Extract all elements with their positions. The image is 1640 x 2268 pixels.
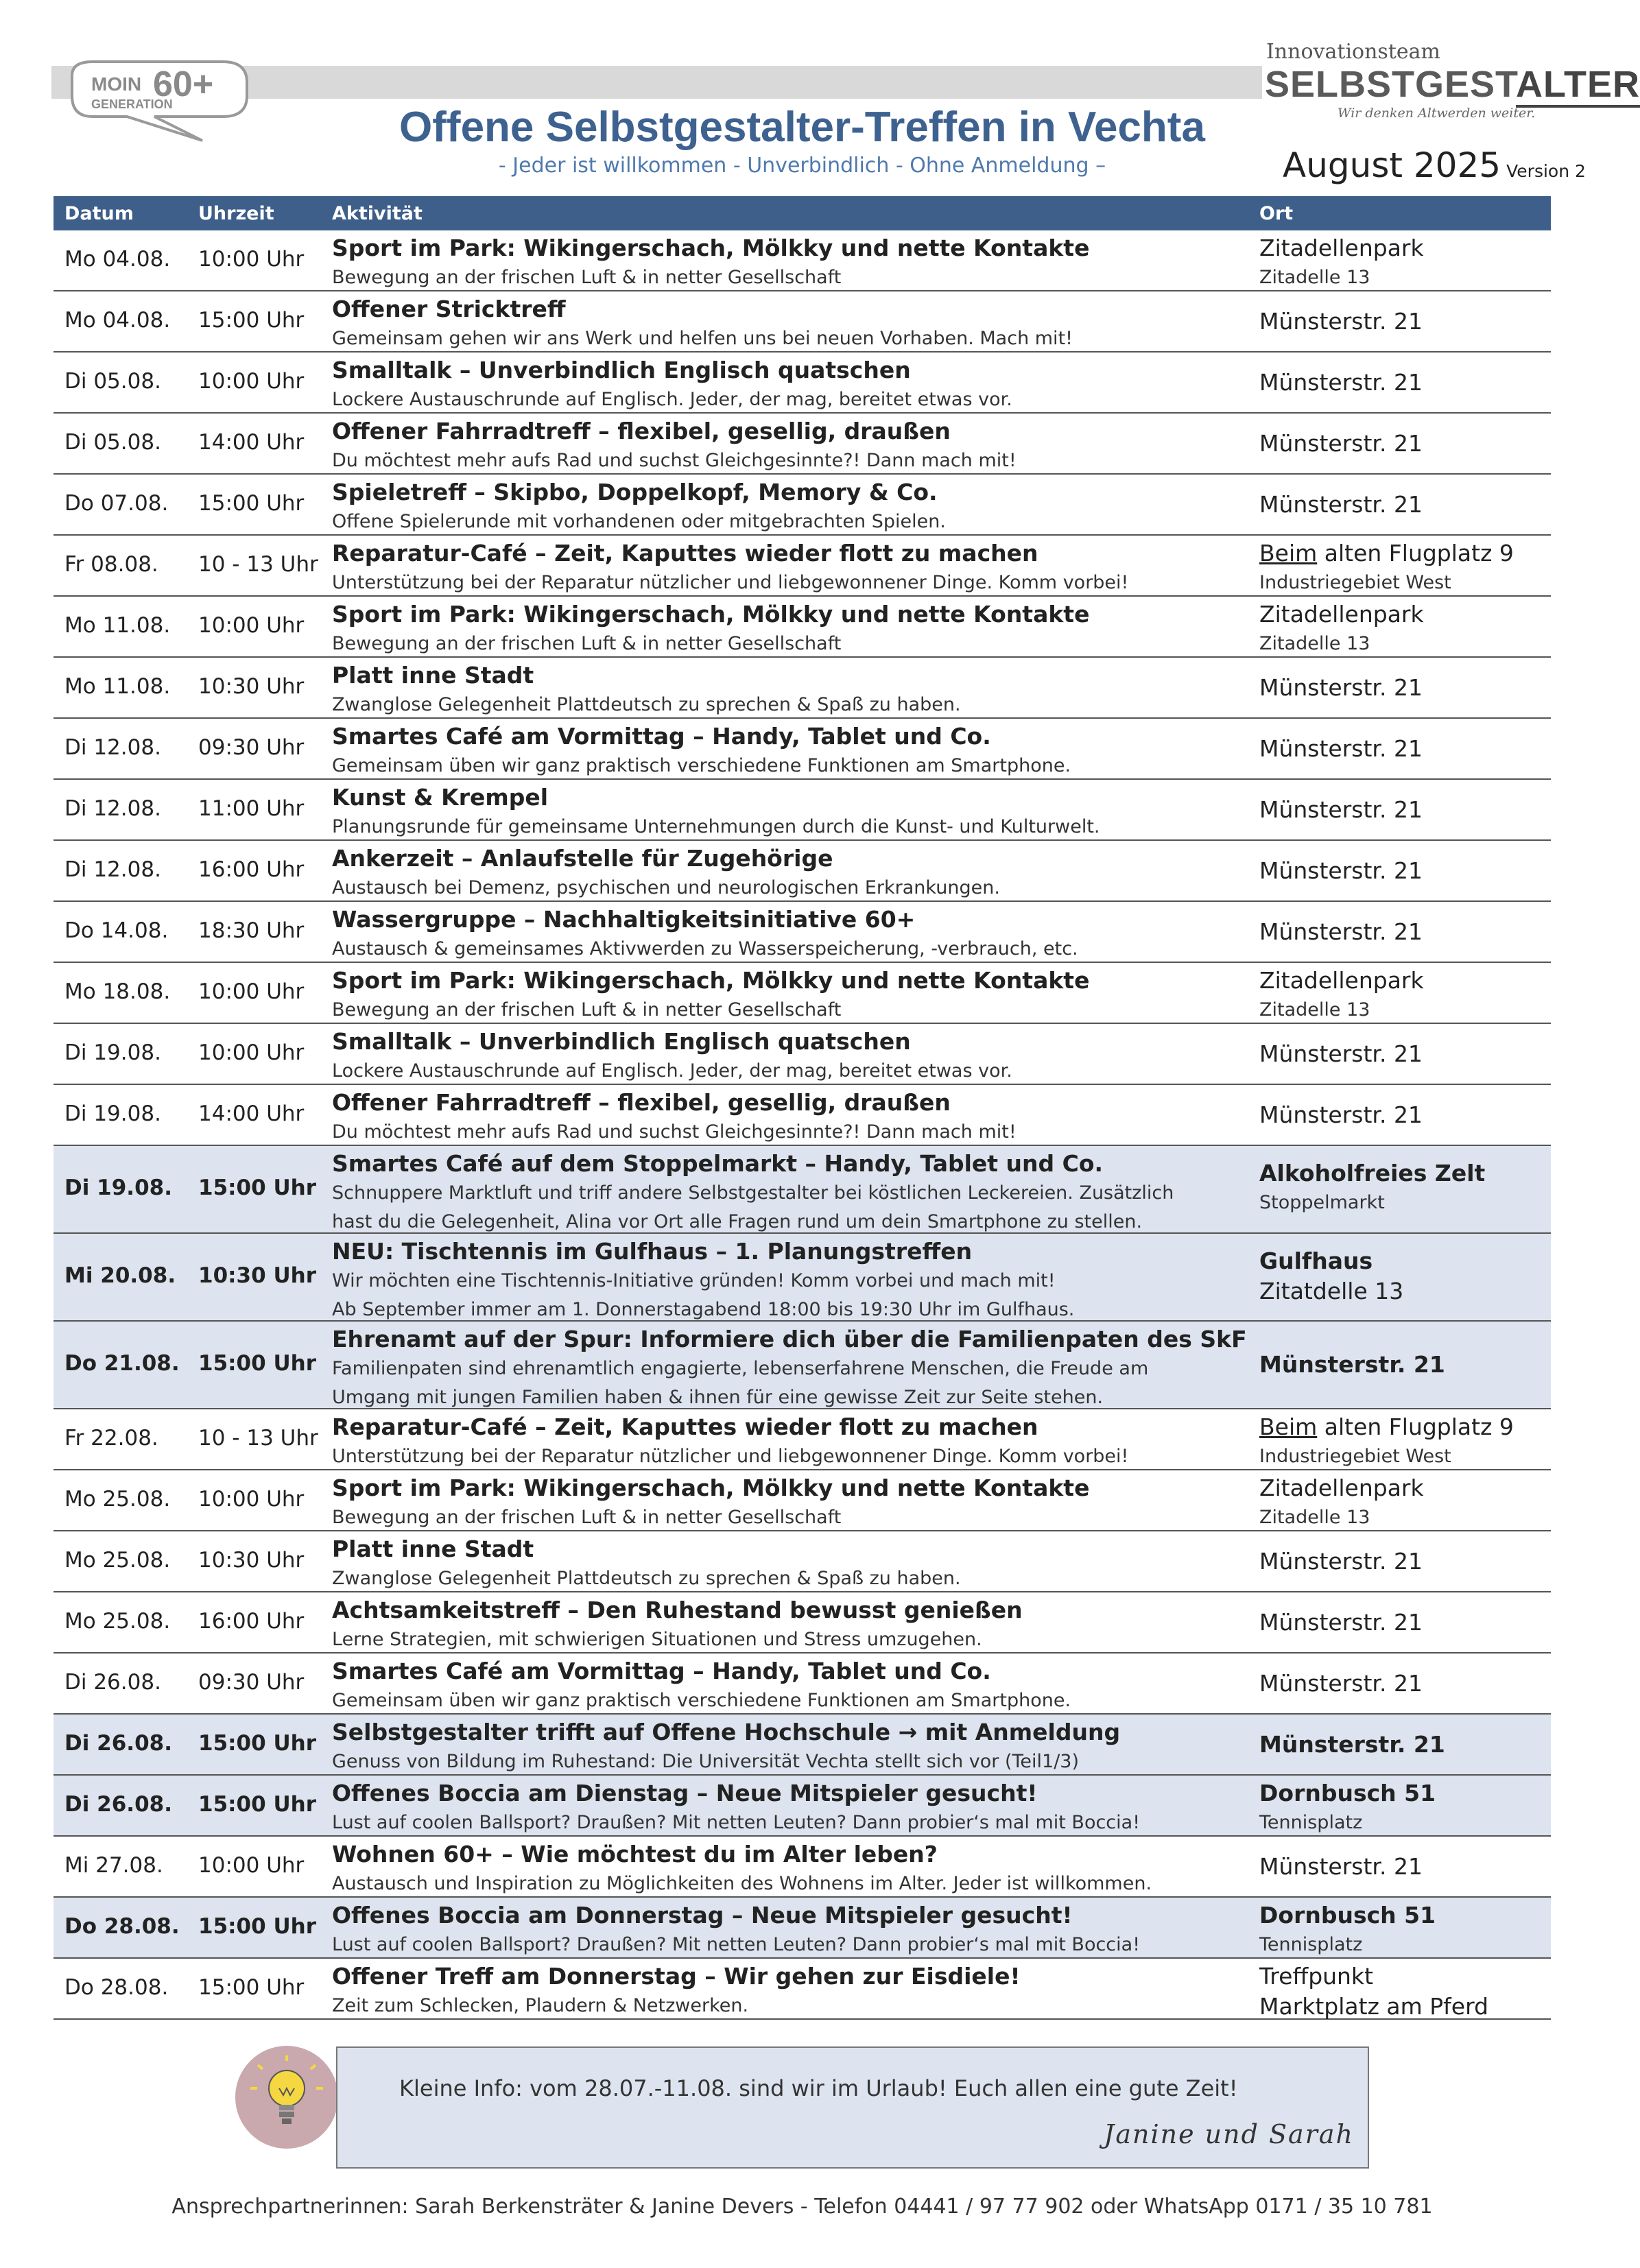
row-time: 15:00 Uhr: [198, 1792, 316, 1817]
activity-description: Lerne Strategien, mit schwierigen Situationen und Stress umzugehen.: [332, 1629, 982, 1650]
row-time: 10:00 Uhr: [198, 1040, 305, 1065]
activity-description: Offene Spielerunde mit vorhandenen oder mitgebrachten Spielen.: [332, 511, 946, 532]
place-name-text: Münsterstr. 21: [1259, 1731, 1445, 1758]
row-date: Di 26.08.: [64, 1670, 161, 1695]
logo-tagline: Wir denken Altwerden weiter.: [1338, 106, 1536, 121]
row-time: 10:00 Uhr: [198, 369, 305, 394]
row-place: [1259, 490, 1423, 520]
table-row: [54, 841, 1551, 902]
table-row: [54, 291, 1551, 353]
row-time: 10 - 13 Uhr: [198, 1426, 318, 1451]
activity-description: Lust auf coolen Ballsport? Draußen? Mit netten Leuten? Dann probier‘s mal mit Boccia!: [332, 1934, 1141, 1955]
row-activity: [332, 1237, 1292, 1324]
activity-title: Sport im Park: Wikingerschach, Mölkky und nette Kontakte: [332, 601, 1090, 628]
place-name: [1259, 1039, 1423, 1069]
row-time: 10:00 Uhr: [198, 1487, 305, 1512]
place-name: [1259, 307, 1423, 337]
info-signature: Janine und Sarah: [1104, 2119, 1354, 2149]
activity-description: Schnuppere Marktluft und triff andere Selbstgestalter bei köstlichen Leckereien. Zusätzlich: [332, 1182, 1174, 1204]
place-name-text: Münsterstr. 21: [1259, 1101, 1423, 1128]
activity-description: Zwanglose Gelegenheit Plattdeutsch zu sprechen & Spaß zu haben.: [332, 694, 961, 715]
row-date: Di 26.08.: [64, 1731, 172, 1756]
activity-title: Spieletreff – Skipbo, Doppelkopf, Memory & Co.: [332, 479, 938, 505]
row-time: 09:30 Uhr: [198, 735, 305, 760]
activity-description-2: Umgang mit jungen Familien haben & ihnen für eine gewisse Zeit zur Seite stehen.: [332, 1387, 1104, 1408]
row-date: Mi 20.08.: [64, 1263, 176, 1288]
table-row: [54, 1085, 1551, 1146]
row-time: 14:00 Uhr: [198, 1101, 305, 1126]
place-name-text: Zitadellenpark: [1259, 235, 1424, 261]
activity-title: Offener Fahrradtreff – flexibel, gesellig, draußen: [332, 418, 951, 444]
activity-description: Du möchtest mehr aufs Rad und suchst Gleichgesinnte?! Dann mach mit!: [332, 450, 1017, 471]
place-name-text: Münsterstr. 21: [1259, 1548, 1423, 1575]
row-activity: [332, 355, 1292, 414]
row-time: 16:00 Uhr: [198, 857, 305, 882]
place-name: [1259, 673, 1423, 703]
row-date: Di 26.08.: [64, 1792, 172, 1817]
activity-title: Smartes Café am Vormittag – Handy, Tablet und Co.: [332, 1658, 991, 1684]
place-name: [1259, 538, 1514, 569]
activity-description: Bewegung an der frischen Luft & in netter Gesellschaft: [332, 633, 842, 654]
row-activity: [332, 599, 1292, 658]
row-activity: [332, 1473, 1292, 1532]
info-box: [336, 2046, 1369, 2169]
row-date: Fr 08.08.: [64, 552, 158, 577]
column-header-datum: Datum: [64, 203, 134, 224]
place-name: [1259, 233, 1424, 263]
row-activity: [332, 1324, 1292, 1412]
row-place: [1259, 1961, 1488, 2022]
activity-description: Bewegung an der frischen Luft & in netter Gesellschaft: [332, 1507, 842, 1528]
row-place: [1259, 1039, 1423, 1069]
row-time: 14:00 Uhr: [198, 430, 305, 455]
row-place: [1259, 368, 1423, 398]
row-place: [1259, 1547, 1423, 1577]
row-time: 10:00 Uhr: [198, 613, 305, 638]
row-activity: [332, 721, 1292, 780]
column-header-uhrzeit: Uhrzeit: [198, 203, 274, 224]
row-activity: [332, 233, 1292, 292]
place-name-text: Alkoholfreies Zelt: [1259, 1160, 1486, 1186]
place-name-text: Zitadellenpark: [1259, 1475, 1424, 1501]
place-name: [1259, 490, 1423, 520]
row-place: [1259, 966, 1424, 1025]
info-message: Kleine Info: vom 28.07.-11.08. sind wir im Urlaub! Euch allen eine gute Zeit!: [399, 2075, 1238, 2101]
activity-title: Wassergruppe – Nachhaltigkeitsinitiative 60+: [332, 906, 916, 933]
place-name-text: Münsterstr. 21: [1259, 1609, 1423, 1636]
table-row: [54, 1234, 1551, 1322]
version-text: Version 2: [1506, 161, 1586, 181]
row-activity: [332, 1778, 1292, 1837]
place-detail: Tennisplatz: [1259, 1812, 1363, 1833]
activity-title: Selbstgestalter trifft auf Offene Hochschule → mit Anmeldung: [332, 1719, 1121, 1745]
place-name: [1259, 1669, 1423, 1699]
row-activity: [332, 1595, 1292, 1654]
row-date: Di 05.08.: [64, 369, 161, 394]
activity-title: Ankerzeit – Anlaufstelle für Zugehörige: [332, 845, 833, 872]
row-date: Mo 11.08.: [64, 674, 171, 699]
place-name-text: Münsterstr. 21: [1259, 796, 1423, 823]
activity-title: Ehrenamt auf der Spur: Informiere dich über die Familienpaten des SkF: [332, 1326, 1247, 1352]
row-place: [1259, 856, 1423, 886]
row-activity: [332, 1717, 1292, 1776]
table-row: [54, 475, 1551, 536]
row-date: Mo 25.08.: [64, 1548, 171, 1573]
row-activity: [332, 1656, 1292, 1715]
place-name: [1259, 599, 1424, 630]
activity-title: Offenes Boccia am Donnerstag – Neue Mitspieler gesucht!: [332, 1902, 1073, 1929]
row-place: [1259, 795, 1423, 825]
table-row: [54, 1898, 1551, 1959]
row-activity: [332, 1027, 1292, 1086]
activity-description: Austausch bei Demenz, psychischen und neurologischen Erkrankungen.: [332, 877, 1000, 898]
row-place: [1259, 1608, 1423, 1638]
activity-description: Gemeinsam üben wir ganz praktisch verschiedene Funktionen am Smartphone.: [332, 755, 1071, 776]
activity-title: NEU: Tischtennis im Gulfhaus – 1. Planungstreffen: [332, 1238, 973, 1265]
place-name-text: Münsterstr. 21: [1259, 308, 1423, 335]
place-name-text: Münsterstr. 21: [1259, 674, 1423, 701]
place-name: [1259, 966, 1424, 996]
place-name-text: Münsterstr. 21: [1259, 491, 1423, 518]
row-time: 10 - 13 Uhr: [198, 552, 318, 577]
row-activity: [332, 966, 1292, 1025]
table-row: [54, 353, 1551, 414]
activity-description: Du möchtest mehr aufs Rad und suchst Gleichgesinnte?! Dann mach mit!: [332, 1121, 1017, 1143]
table-row: [54, 1654, 1551, 1715]
place-name: [1259, 917, 1423, 947]
row-time: 15:00 Uhr: [198, 491, 305, 516]
row-date: Mo 04.08.: [64, 308, 171, 333]
logo-generation-text: GENERATION: [91, 97, 173, 111]
table-row: [54, 414, 1551, 475]
activity-title: Platt inne Stadt: [332, 1536, 534, 1562]
place-detail: Zitadelle 13: [1259, 633, 1370, 654]
place-name-text: alten Flugplatz 9: [1317, 1413, 1514, 1440]
table-row: [54, 1592, 1551, 1654]
row-date: Do 07.08.: [64, 491, 169, 516]
place-name-text: Treffpunkt: [1259, 1963, 1374, 1990]
month-text: August 2025: [1283, 145, 1501, 185]
activity-description: Zeit zum Schlecken, Plaudern & Netzwerken.: [332, 1995, 749, 2016]
row-activity: [332, 1900, 1292, 1959]
row-time: 15:00 Uhr: [198, 1731, 316, 1756]
row-date: Do 28.08.: [64, 1914, 180, 1939]
row-time: 10:00 Uhr: [198, 979, 305, 1004]
row-place: [1259, 1246, 1403, 1306]
activity-title: Smalltalk – Unverbindlich Englisch quatschen: [332, 1028, 911, 1055]
row-date: Di 05.08.: [64, 430, 161, 455]
row-date: Di 12.08.: [64, 857, 161, 882]
activity-description-2: hast du die Gelegenheit, Alina vor Ort alle Fragen rund um dein Smartphone zu stellen.: [332, 1211, 1143, 1232]
place-detail: Zitadelle 13: [1259, 1507, 1370, 1528]
activity-title: Sport im Park: Wikingerschach, Mölkky und nette Kontakte: [332, 1475, 1090, 1501]
logo-selbstgest-part: SELBSTGEST: [1265, 64, 1517, 105]
place-name: [1259, 1778, 1436, 1809]
activity-title: Offener Treff am Donnerstag – Wir gehen zur Eisdiele!: [332, 1963, 1021, 1990]
place-name-text: Münsterstr. 21: [1259, 918, 1423, 945]
row-place: [1259, 233, 1424, 292]
activity-description: Lockere Austauschrunde auf Englisch. Jeder, der mag, bereitet etwas vor.: [332, 1060, 1012, 1082]
place-name-text: Dornbusch 51: [1259, 1780, 1436, 1806]
row-date: Di 19.08.: [64, 1175, 172, 1200]
table-row: [54, 1837, 1551, 1898]
row-activity: [332, 660, 1292, 719]
logo-selbstgestalter-text: [1265, 63, 1640, 106]
row-time: 09:30 Uhr: [198, 1670, 305, 1695]
activity-title: Wohnen 60+ – Wie möchtest du im Alter leben?: [332, 1841, 938, 1867]
row-place: [1259, 734, 1423, 764]
place-name-text: Zitadellenpark: [1259, 601, 1424, 628]
place-name-text: Münsterstr. 21: [1259, 369, 1423, 396]
lightbulb-icon: [235, 2046, 338, 2149]
logo-alter-part: ALTER: [1516, 64, 1640, 108]
row-date: Fr 22.08.: [64, 1426, 158, 1451]
row-date: Mo 25.08.: [64, 1487, 171, 1512]
activity-title: Sport im Park: Wikingerschach, Mölkky und nette Kontakte: [332, 967, 1090, 994]
place-detail: Zitadelle 13: [1259, 267, 1370, 288]
row-time: 10:00 Uhr: [198, 247, 305, 272]
place-name-text: Münsterstr. 21: [1259, 857, 1423, 884]
row-date: Do 21.08.: [64, 1351, 180, 1376]
row-date: Di 19.08.: [64, 1101, 161, 1126]
table-row: [54, 963, 1551, 1024]
place-name-text: Münsterstr. 21: [1259, 1853, 1423, 1880]
activity-description: Lust auf coolen Ballsport? Draußen? Mit netten Leuten? Dann probier‘s mal mit Boccia!: [332, 1812, 1141, 1833]
place-underlined-word: Beim: [1259, 540, 1318, 566]
row-date: Mo 11.08.: [64, 613, 171, 638]
row-activity: [332, 477, 1292, 536]
row-time: 15:00 Uhr: [198, 1175, 316, 1200]
month-label: [1283, 145, 1586, 185]
table-row: [54, 1715, 1551, 1776]
row-place: [1259, 1852, 1423, 1882]
activity-description-2: Ab September immer am 1. Donnerstagabend 18:00 bis 19:30 Uhr im Gulfhaus.: [332, 1299, 1075, 1320]
table-row: [54, 1146, 1551, 1234]
activity-description: Genuss von Bildung im Ruhestand: Die Universität Vechta stellt sich vor (Teil1/3): [332, 1751, 1080, 1772]
place-detail: Stoppelmarkt: [1259, 1192, 1385, 1213]
row-activity: [332, 416, 1292, 475]
table-row: [54, 1322, 1551, 1409]
logo-moin-text: MOIN: [91, 73, 142, 95]
activity-description: Austausch und Inspiration zu Möglichkeiten des Wohnens im Alter. Jeder ist willkommen.: [332, 1873, 1152, 1894]
row-date: Mi 27.08.: [64, 1853, 163, 1878]
row-activity: [332, 1412, 1292, 1471]
row-activity: [332, 1961, 1292, 2020]
row-place: [1259, 429, 1423, 459]
place-name-text: Dornbusch 51: [1259, 1902, 1436, 1929]
activity-title: Offener Fahrradtreff – flexibel, gesellig, draußen: [332, 1089, 951, 1116]
row-place: [1259, 538, 1514, 597]
row-activity: [332, 905, 1292, 964]
place-name: [1259, 1900, 1436, 1931]
activity-description: Austausch & gemeinsames Aktivwerden zu Wasserspeicherung, -verbrauch, etc.: [332, 938, 1078, 959]
activity-title: Smartes Café am Vormittag – Handy, Tablet und Co.: [332, 723, 991, 750]
place-detail: Industriegebiet West: [1259, 1446, 1451, 1467]
row-place: [1259, 1100, 1423, 1130]
row-date: Mo 25.08.: [64, 1609, 171, 1634]
row-place: [1259, 1412, 1514, 1471]
place-name: [1259, 1473, 1424, 1503]
place-underlined-word: Beim: [1259, 1413, 1318, 1440]
table-row: [54, 1959, 1551, 2020]
place-detail: Zitadelle 13: [1259, 999, 1370, 1020]
place-detail: Zitatdelle 13: [1259, 1278, 1404, 1304]
row-date: Di 12.08.: [64, 735, 161, 760]
activity-title: Offenes Boccia am Dienstag – Neue Mitspieler gesucht!: [332, 1780, 1038, 1806]
place-detail: Industriegebiet West: [1259, 572, 1451, 593]
place-detail: Marktplatz am Pferd: [1259, 1993, 1489, 2020]
place-name-text: Münsterstr. 21: [1259, 430, 1423, 457]
place-name-text: Zitadellenpark: [1259, 967, 1424, 994]
row-time: 10:30 Uhr: [198, 674, 305, 699]
table-body: [54, 230, 1551, 2020]
contact-footer: Ansprechpartnerinnen: Sarah Berkensträter & Janine Devers - Telefon 04441 / 97 77 902 oder WhatsApp 0171 / 35 10 781: [171, 2195, 1433, 2219]
logo-60-text: 60+: [153, 64, 214, 104]
table-row: [54, 719, 1551, 780]
activity-description: Lockere Austauschrunde auf Englisch. Jeder, der mag, bereitet etwas vor.: [332, 389, 1012, 410]
place-name-text: alten Flugplatz 9: [1317, 540, 1514, 566]
place-name: [1259, 734, 1423, 764]
row-date: Mo 18.08.: [64, 979, 171, 1004]
table-row: [54, 597, 1551, 658]
table-row: [54, 1776, 1551, 1837]
place-name: [1259, 1100, 1423, 1130]
table-row: [54, 780, 1551, 841]
place-name: [1259, 429, 1423, 459]
activity-description: Gemeinsam üben wir ganz praktisch verschiedene Funktionen am Smartphone.: [332, 1690, 1071, 1711]
activity-title: Offener Stricktreff: [332, 296, 566, 322]
place-name-text: Gulfhaus: [1259, 1248, 1373, 1274]
row-activity: [332, 1839, 1292, 1898]
activity-title: Reparatur-Café – Zeit, Kaputtes wieder flott zu machen: [332, 1413, 1038, 1440]
table-row: [54, 1024, 1551, 1085]
row-place: [1259, 1778, 1436, 1837]
table-row: [54, 230, 1551, 291]
row-activity: [332, 294, 1292, 353]
row-place: [1259, 599, 1424, 658]
column-header-ort: Ort: [1259, 203, 1294, 224]
activity-description: Gemeinsam gehen wir ans Werk und helfen uns bei neuen Vorhaben. Mach mit!: [332, 328, 1073, 349]
row-time: 10:00 Uhr: [198, 1853, 305, 1878]
table-row: [54, 536, 1551, 597]
row-time: 15:00 Uhr: [198, 308, 305, 333]
row-place: [1259, 307, 1423, 337]
activity-title: Sport im Park: Wikingerschach, Mölkky und nette Kontakte: [332, 235, 1090, 261]
row-time: 10:30 Uhr: [198, 1263, 316, 1288]
activity-title: Achtsamkeitstreff – Den Ruhestand bewusst genießen: [332, 1597, 1023, 1623]
table-header: [54, 196, 1551, 230]
activity-description: Bewegung an der frischen Luft & in netter Gesellschaft: [332, 999, 842, 1020]
column-header-aktivitaet: Aktivität: [332, 203, 423, 224]
place-name-text: Münsterstr. 21: [1259, 735, 1423, 762]
activity-description: Zwanglose Gelegenheit Plattdeutsch zu sprechen & Spaß zu haben.: [332, 1568, 961, 1589]
activity-description: Unterstützung bei der Reparatur nützlicher und liebgewonnener Dinge. Komm vorbei!: [332, 1446, 1129, 1467]
row-date: Di 12.08.: [64, 796, 161, 821]
row-place: [1259, 673, 1423, 703]
place-name: [1259, 1961, 1488, 1992]
row-place: [1259, 1900, 1436, 1959]
place-name-text: Münsterstr. 21: [1259, 1040, 1423, 1067]
activity-description: Familienpaten sind ehrenamtlich engagierte, lebenserfahrene Menschen, die Freude am: [332, 1358, 1149, 1379]
row-time: 16:00 Uhr: [198, 1609, 305, 1634]
row-date: Do 28.08.: [64, 1975, 169, 2000]
row-time: 18:30 Uhr: [198, 918, 305, 943]
place-name: [1259, 1246, 1403, 1276]
activity-title: Kunst & Krempel: [332, 784, 549, 811]
place-name: [1259, 1350, 1445, 1380]
table-row: [54, 1409, 1551, 1470]
row-time: 11:00 Uhr: [198, 796, 305, 821]
place-name: [1259, 1158, 1485, 1189]
row-activity: [332, 844, 1292, 903]
place-name-text: Münsterstr. 21: [1259, 1351, 1445, 1378]
place-name: [1259, 856, 1423, 886]
row-place: [1259, 1669, 1423, 1699]
row-place: [1259, 1730, 1445, 1760]
place-name: [1259, 368, 1423, 398]
row-activity: [332, 538, 1292, 597]
activity-title: Smartes Café auf dem Stoppelmarkt – Handy, Tablet und Co.: [332, 1150, 1104, 1177]
activity-title: Platt inne Stadt: [332, 662, 534, 689]
place-name: [1259, 1608, 1423, 1638]
place-name: [1259, 1730, 1445, 1760]
row-place: [1259, 1473, 1424, 1532]
row-time: 10:30 Uhr: [198, 1548, 305, 1573]
activity-description: Unterstützung bei der Reparatur nützlicher und liebgewonnener Dinge. Komm vorbei!: [332, 572, 1129, 593]
table-row: [54, 902, 1551, 963]
table-row: [54, 658, 1551, 719]
row-time: 15:00 Uhr: [198, 1975, 305, 2000]
place-name: [1259, 1412, 1514, 1442]
events-table: [54, 196, 1551, 2020]
activity-title: Smalltalk – Unverbindlich Englisch quatschen: [332, 357, 911, 383]
row-date: Mo 04.08.: [64, 247, 171, 272]
row-date: Di 19.08.: [64, 1040, 161, 1065]
logo-innovationsteam-text: Innovationsteam: [1266, 40, 1440, 64]
row-place: [1259, 1158, 1485, 1217]
row-time: 15:00 Uhr: [198, 1914, 316, 1939]
table-row: [54, 1470, 1551, 1531]
activity-description: Wir möchten eine Tischtennis-Initiative gründen! Komm vorbei und mach mit!: [332, 1270, 1056, 1291]
place-name-text: Münsterstr. 21: [1259, 1670, 1423, 1697]
row-activity: [332, 1534, 1292, 1593]
place-name: [1259, 795, 1423, 825]
row-activity: [332, 783, 1292, 841]
place-name: [1259, 1547, 1423, 1577]
place-name: [1259, 1852, 1423, 1882]
place-detail: Tennisplatz: [1259, 1934, 1363, 1955]
row-place: [1259, 917, 1423, 947]
page-subtitle: - Jeder ist willkommen - Unverbindlich - Ohne Anmeldung –: [498, 154, 1106, 178]
row-time: 15:00 Uhr: [198, 1351, 316, 1376]
row-place: [1259, 1350, 1445, 1380]
table-row: [54, 1531, 1551, 1592]
page-title: Offene Selbstgestalter-Treffen in Vechta: [399, 104, 1205, 151]
activity-description: Bewegung an der frischen Luft & in netter Gesellschaft: [332, 267, 842, 288]
activity-title: Reparatur-Café – Zeit, Kaputtes wieder flott zu machen: [332, 540, 1038, 566]
row-date: Do 14.08.: [64, 918, 169, 943]
row-activity: [332, 1149, 1292, 1237]
row-activity: [332, 1088, 1292, 1147]
activity-description: Planungsrunde für gemeinsame Unternehmungen durch die Kunst- und Kulturwelt.: [332, 816, 1100, 837]
